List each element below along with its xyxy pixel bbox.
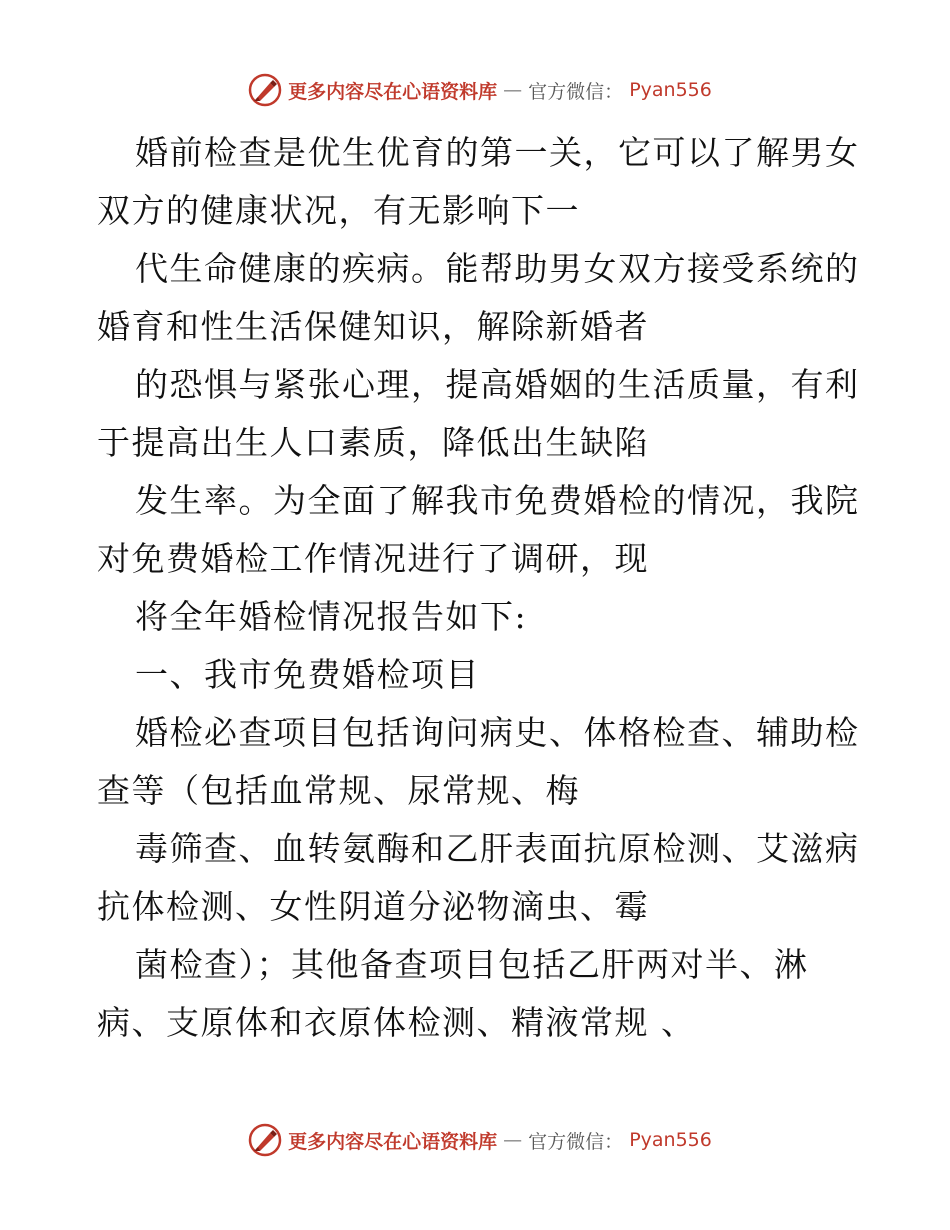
- body-line-15: 菌检查）；其他备查项目包括乙肝两对半、淋: [135, 945, 809, 984]
- footer-banner: [0, 1120, 950, 1160]
- body-line-4: 婚育和性生活保健知识，解除新婚者: [97, 307, 649, 346]
- body-line-6: 于提高出生人口素质，降低出生缺陷: [97, 423, 649, 462]
- body-line-2: 双方的健康状况，有无影响下一: [97, 191, 580, 230]
- header-banner-inner: [238, 73, 712, 107]
- header-wechat-id: Pyan556: [629, 79, 712, 101]
- header-banner: [0, 70, 950, 110]
- body-line-5: 的恐惧与紧张心理，提高婚姻的生活质量，有利: [135, 365, 860, 404]
- brand-logo-icon: [248, 1123, 282, 1157]
- section-heading: 一、我市免费婚检项目: [135, 655, 480, 694]
- body-line-11: 婚检必查项目包括询问病史、体格检查、辅助检: [135, 713, 860, 752]
- footer-banner-inner: [238, 1123, 712, 1157]
- body-line-8: 对免费婚检工作情况进行了调研，现: [97, 539, 649, 578]
- brand-logo-icon: [248, 73, 282, 107]
- footer-wechat-id: Pyan556: [629, 1129, 712, 1151]
- body-line-3: 代生命健康的疾病。能帮助男女双方接受系统的: [135, 249, 860, 288]
- body-line-9: 将全年婚检情况报告如下:: [135, 597, 528, 636]
- footer-brand-text: 更多内容尽在心语资料库: [288, 1130, 498, 1153]
- header-wechat-label: 官方微信：: [528, 80, 624, 103]
- body-line-7: 发生率。为全面了解我市免费婚检的情况，我院: [135, 481, 860, 520]
- body-line-14: 抗体检测、女性阴道分泌物滴虫、霉: [97, 887, 649, 926]
- footer-wechat-label: 官方微信：: [528, 1130, 624, 1153]
- body-line-12: 查等（包括血常规、尿常规、梅: [97, 771, 580, 810]
- body-line-16: 病、支原体和衣原体检测、精液常规 、: [97, 1003, 696, 1042]
- header-brand-text: 更多内容尽在心语资料库: [288, 80, 498, 103]
- body-line-13: 毒筛查、血转氨酶和乙肝表面抗原检测、艾滋病: [135, 829, 860, 868]
- header-separator: —: [503, 79, 523, 101]
- footer-separator: —: [503, 1129, 523, 1151]
- body-line-1: 婚前检查是优生优育的第一关，它可以了解男女: [135, 133, 860, 172]
- document-body: [97, 124, 860, 1052]
